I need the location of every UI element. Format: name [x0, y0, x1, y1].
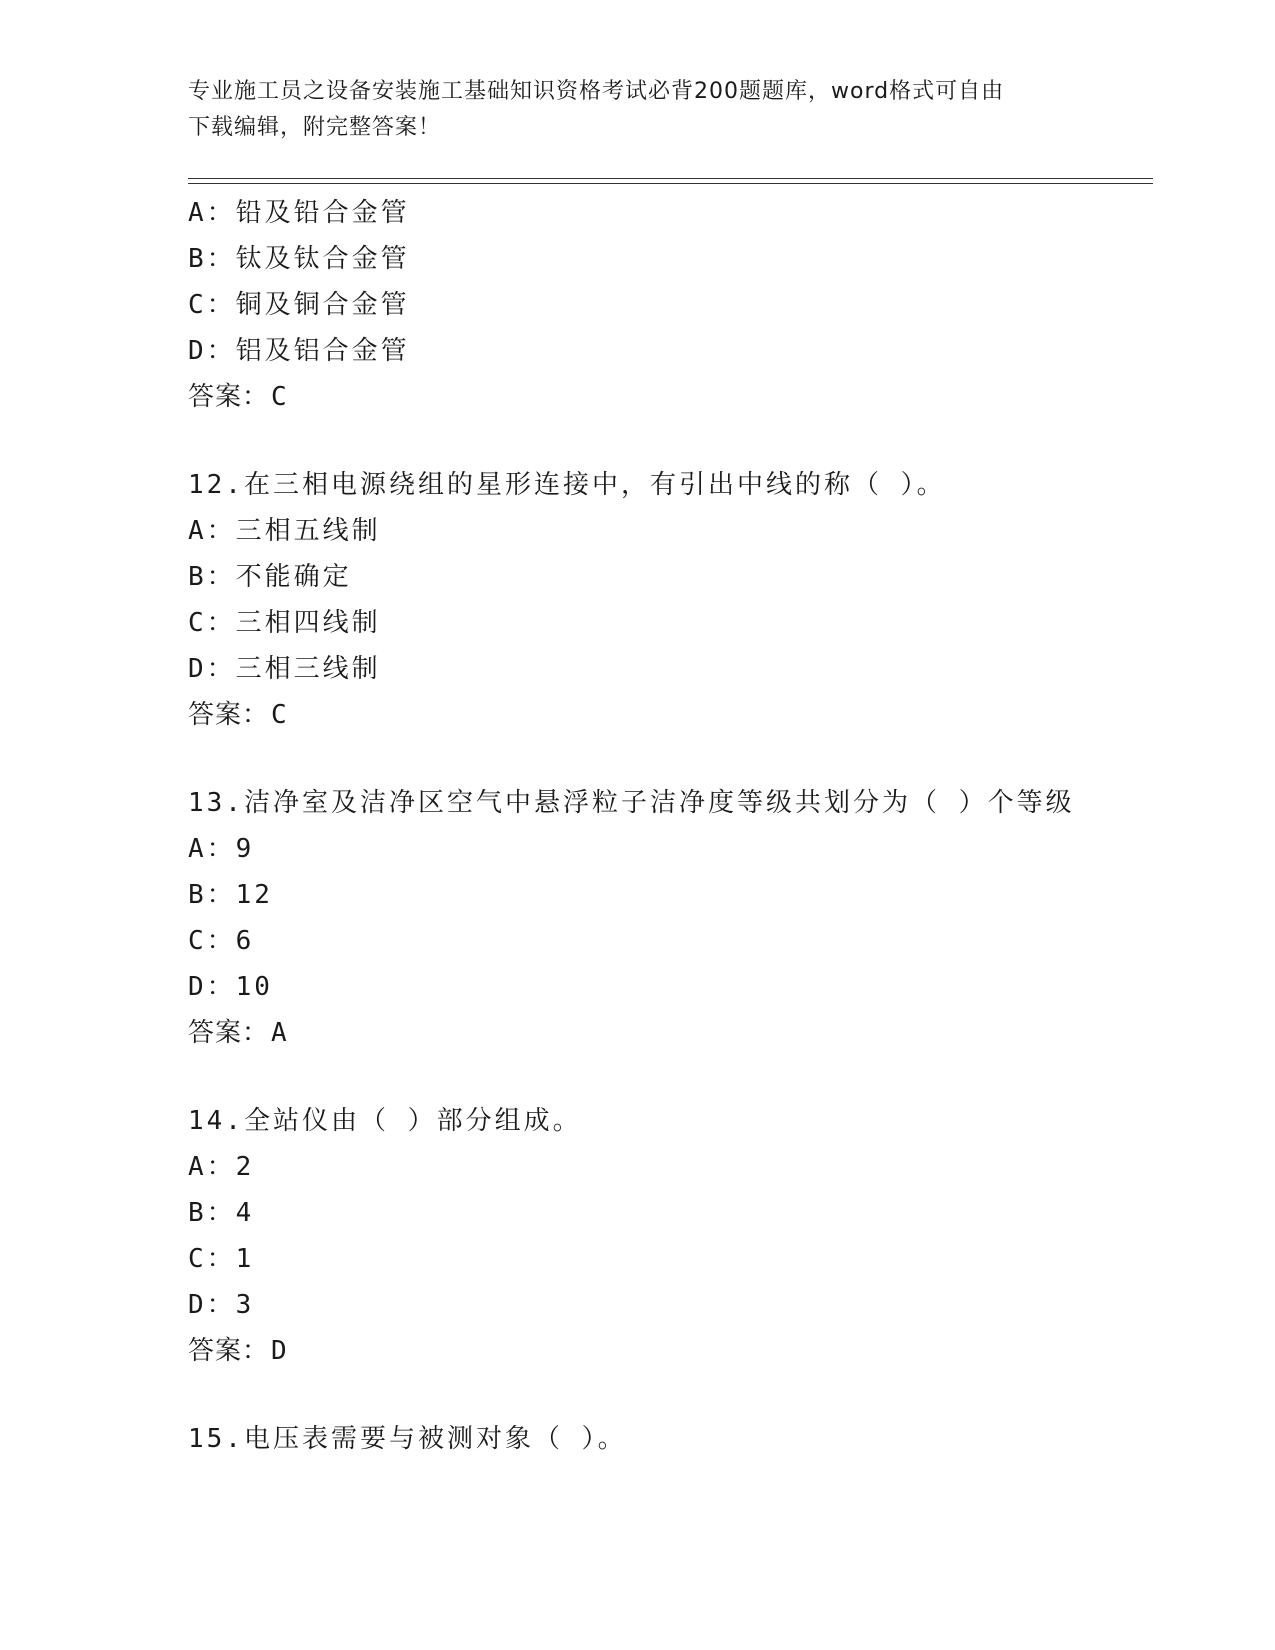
- option-c: C：6: [188, 926, 255, 956]
- option-a: A：三相五线制: [188, 516, 381, 546]
- option-b: B：不能确定: [188, 562, 352, 592]
- option-d: D：3: [188, 1290, 255, 1320]
- question-text: 14.全站仪由（ ）部分组成。: [188, 1106, 582, 1136]
- option-c: C：1: [188, 1244, 255, 1274]
- option-a: A：铅及铅合金管: [188, 198, 410, 228]
- answer-line: [188, 1328, 1153, 1374]
- option-c: C：铜及铜合金管: [188, 290, 410, 320]
- answer-label: 答案：: [188, 382, 270, 412]
- question-text: 13.洁净室及洁净区空气中悬浮粒子洁净度等级共划分为（ ）个等级: [188, 788, 1075, 818]
- answer-label: 答案：: [188, 1336, 270, 1366]
- answer-value: D: [271, 1336, 288, 1366]
- answer-line: [188, 1010, 1153, 1056]
- answer-line: [188, 692, 1153, 738]
- option-c: C：三相四线制: [188, 608, 381, 638]
- option-b: B：12: [188, 880, 273, 910]
- header-line-2: 下载编辑，附完整答案！: [188, 115, 442, 140]
- option-b: B：4: [188, 1198, 255, 1228]
- option-a: A：9: [188, 834, 255, 864]
- option-a: A：2: [188, 1152, 255, 1182]
- option-d: D：三相三线制: [188, 654, 381, 684]
- option-b: B：钛及钛合金管: [188, 244, 410, 274]
- question-list: [188, 190, 1153, 1462]
- question-text: 15.电压表需要与被测对象（ ）。: [188, 1424, 627, 1454]
- question-14: [188, 1098, 1153, 1374]
- answer-label: 答案：: [188, 700, 270, 730]
- answer-value: C: [271, 382, 288, 412]
- question-text: 12.在三相电源绕组的星形连接中，有引出中线的称（ ）。: [188, 470, 946, 500]
- header-line-1: 专业施工员之设备安装施工基础知识资格考试必背200题题库，word格式可自由: [188, 79, 1005, 104]
- option-d: D：铝及铝合金管: [188, 336, 410, 366]
- question-12: [188, 462, 1153, 738]
- answer-line: [188, 374, 1153, 420]
- header-divider-top: [188, 178, 1153, 179]
- document-header: [188, 74, 1088, 146]
- question-13: [188, 780, 1153, 1056]
- question-15: [188, 1416, 1153, 1462]
- option-d: D：10: [188, 972, 273, 1002]
- answer-value: C: [271, 700, 288, 730]
- header-divider-bottom: [188, 183, 1153, 184]
- answer-label: 答案：: [188, 1018, 270, 1048]
- answer-value: A: [271, 1018, 288, 1048]
- question-11: [188, 190, 1153, 420]
